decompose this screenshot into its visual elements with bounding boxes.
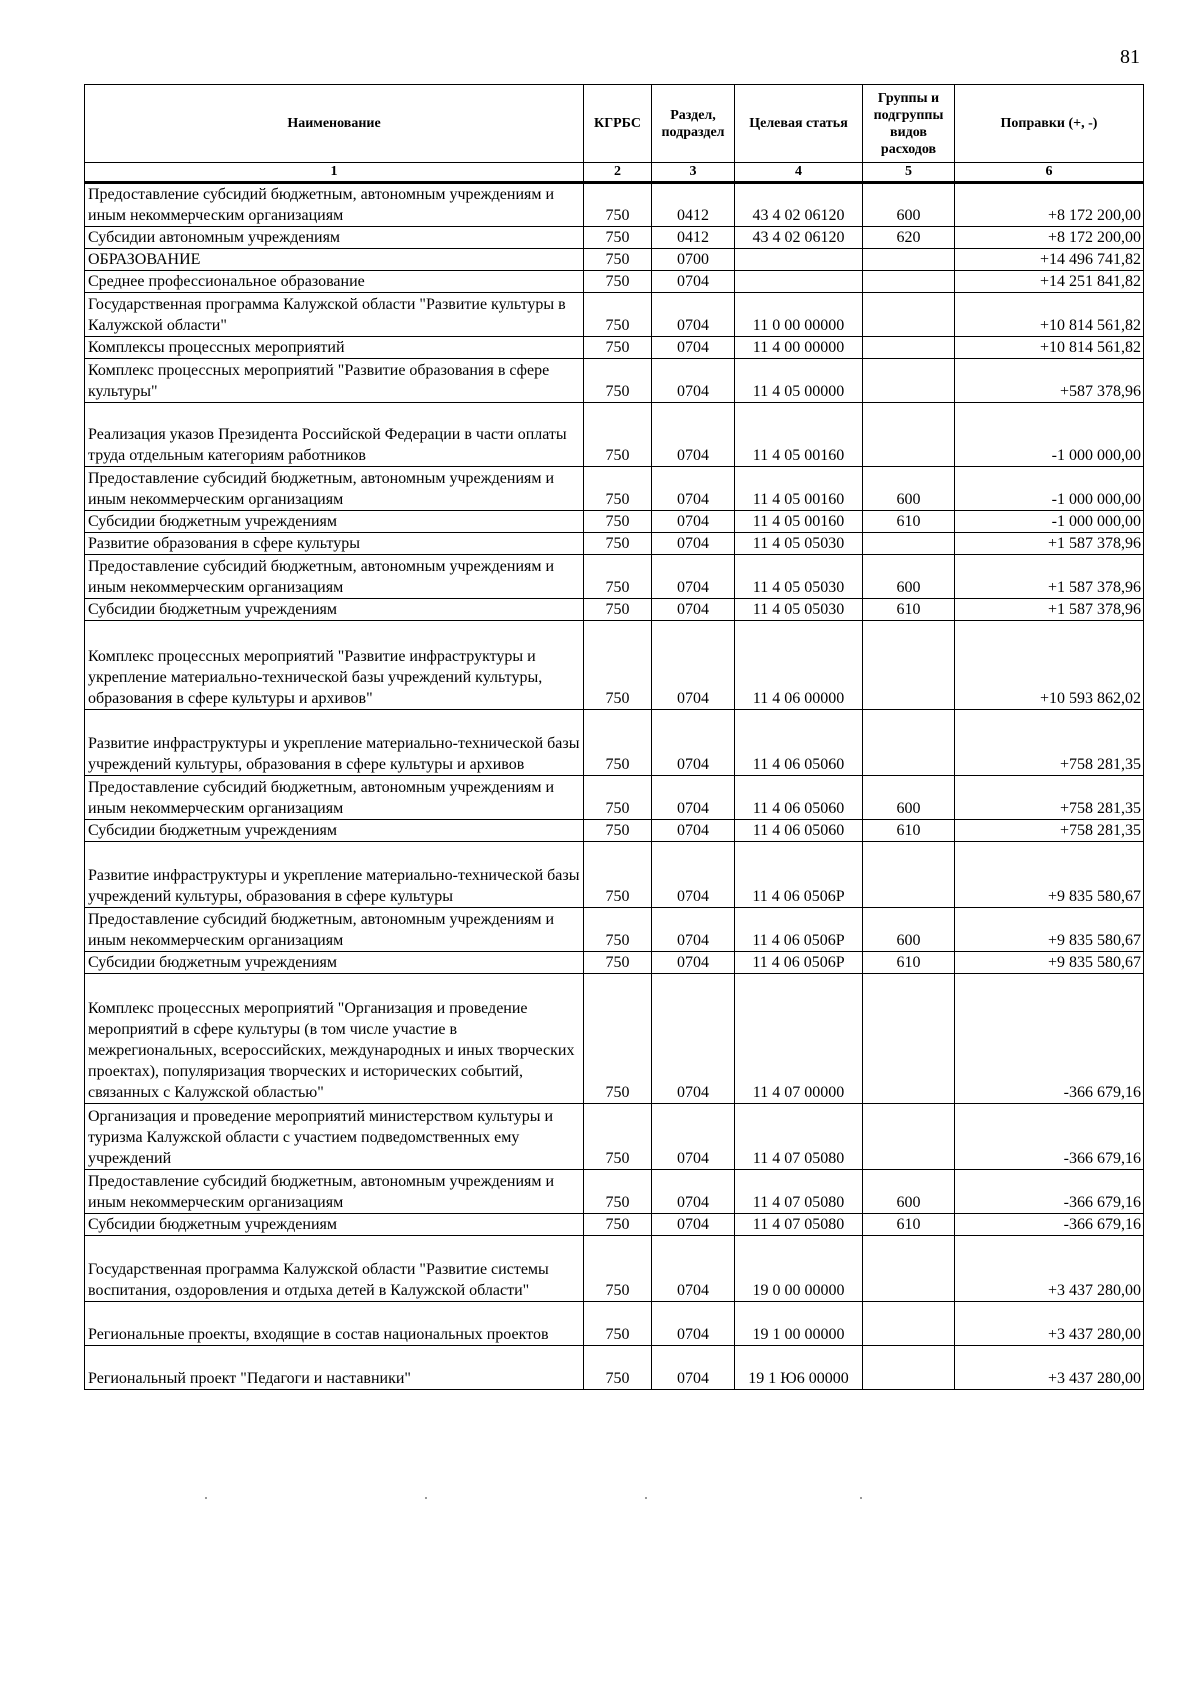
cell-name: Предоставление субсидий бюджетным, автономным учреждениям и иным некоммерческим организациям bbox=[85, 1170, 584, 1214]
table-row bbox=[85, 599, 1144, 621]
cell-expense-group: 610 bbox=[863, 599, 955, 621]
column-number: 5 bbox=[863, 163, 955, 183]
cell-name: Субсидии бюджетным учреждениям bbox=[85, 820, 584, 842]
table-row bbox=[85, 1302, 1144, 1346]
table-row bbox=[85, 533, 1144, 555]
header-amendments: Поправки (+, -) bbox=[955, 85, 1144, 163]
cell-name: Развитие образования в сфере культуры bbox=[85, 533, 584, 555]
cell-target-article: 19 1 00 00000 bbox=[735, 1302, 863, 1346]
cell-target-article: 11 4 06 05060 bbox=[735, 710, 863, 776]
cell-target-article: 11 4 07 05080 bbox=[735, 1104, 863, 1170]
cell-name: ОБРАЗОВАНИЕ bbox=[85, 249, 584, 271]
cell-amendment: +758 281,35 bbox=[955, 710, 1144, 776]
cell-kgrbs: 750 bbox=[584, 511, 652, 533]
page-number: 81 bbox=[1120, 46, 1140, 68]
cell-amendment: -1 000 000,00 bbox=[955, 467, 1144, 511]
cell-section: 0704 bbox=[652, 1104, 735, 1170]
cell-kgrbs: 750 bbox=[584, 621, 652, 710]
cell-target-article: 11 4 05 00160 bbox=[735, 403, 863, 467]
cell-kgrbs: 750 bbox=[584, 183, 652, 227]
cell-target-article: 11 4 05 00160 bbox=[735, 511, 863, 533]
cell-kgrbs: 750 bbox=[584, 776, 652, 820]
cell-amendment: +758 281,35 bbox=[955, 820, 1144, 842]
cell-section: 0704 bbox=[652, 776, 735, 820]
table-row bbox=[85, 227, 1144, 249]
cell-name: Комплекс процессных мероприятий "Организация и проведение мероприятий в сфере культуры (в том числе участие в межрегиональных, всероссийских, международных и иных творческих проектах), популяризация творческих и исторических событий, связанных с Калужской областью" bbox=[85, 974, 584, 1104]
cell-expense-group bbox=[863, 249, 955, 271]
table-row bbox=[85, 974, 1144, 1104]
cell-name: Региональные проекты, входящие в состав национальных проектов bbox=[85, 1302, 584, 1346]
cell-section: 0700 bbox=[652, 249, 735, 271]
cell-section: 0704 bbox=[652, 908, 735, 952]
cell-name: Развитие инфраструктуры и укрепление материально-технической базы учреждений культуры, образования в сфере культуры и архивов bbox=[85, 710, 584, 776]
header-name: Наименование bbox=[85, 85, 584, 163]
column-number: 1 bbox=[85, 163, 584, 183]
table-row bbox=[85, 776, 1144, 820]
cell-expense-group: 600 bbox=[863, 467, 955, 511]
cell-name: Государственная программа Калужской области "Развитие культуры в Калужской области" bbox=[85, 293, 584, 337]
cell-target-article: 11 4 06 0506Р bbox=[735, 842, 863, 908]
cell-name: Региональный проект "Педагоги и наставники" bbox=[85, 1346, 584, 1390]
cell-target-article: 43 4 02 06120 bbox=[735, 183, 863, 227]
table-row bbox=[85, 621, 1144, 710]
cell-amendment: -366 679,16 bbox=[955, 1170, 1144, 1214]
cell-expense-group bbox=[863, 1236, 955, 1302]
cell-kgrbs: 750 bbox=[584, 1214, 652, 1236]
cell-expense-group: 620 bbox=[863, 227, 955, 249]
cell-expense-group: 610 bbox=[863, 952, 955, 974]
cell-section: 0704 bbox=[652, 337, 735, 359]
cell-name: Комплекс процессных мероприятий "Развитие инфраструктуры и укрепление материально-технической базы учреждений культуры, образования в сфере культуры и архивов" bbox=[85, 621, 584, 710]
table-row bbox=[85, 820, 1144, 842]
cell-expense-group bbox=[863, 533, 955, 555]
table-row bbox=[85, 555, 1144, 599]
cell-section: 0704 bbox=[652, 293, 735, 337]
cell-kgrbs: 750 bbox=[584, 820, 652, 842]
cell-name: Предоставление субсидий бюджетным, автономным учреждениям и иным некоммерческим организациям bbox=[85, 776, 584, 820]
cell-expense-group bbox=[863, 621, 955, 710]
cell-target-article: 11 4 07 05080 bbox=[735, 1170, 863, 1214]
cell-kgrbs: 750 bbox=[584, 908, 652, 952]
cell-kgrbs: 750 bbox=[584, 249, 652, 271]
cell-target-article: 43 4 02 06120 bbox=[735, 227, 863, 249]
cell-target-article: 11 4 06 05060 bbox=[735, 776, 863, 820]
cell-name: Субсидии автономным учреждениям bbox=[85, 227, 584, 249]
column-number: 4 bbox=[735, 163, 863, 183]
table-row bbox=[85, 467, 1144, 511]
cell-section: 0412 bbox=[652, 183, 735, 227]
table-row bbox=[85, 359, 1144, 403]
cell-target-article: 11 4 05 00000 bbox=[735, 359, 863, 403]
cell-name: Субсидии бюджетным учреждениям bbox=[85, 511, 584, 533]
cell-kgrbs: 750 bbox=[584, 467, 652, 511]
cell-name: Субсидии бюджетным учреждениям bbox=[85, 1214, 584, 1236]
cell-expense-group bbox=[863, 1346, 955, 1390]
cell-kgrbs: 750 bbox=[584, 359, 652, 403]
cell-name: Комплекс процессных мероприятий "Развитие образования в сфере культуры" bbox=[85, 359, 584, 403]
cell-section: 0704 bbox=[652, 621, 735, 710]
cell-name: Организация и проведение мероприятий министерством культуры и туризма Калужской области с участием подведомственных ему учреждений bbox=[85, 1104, 584, 1170]
cell-target-article: 11 4 07 00000 bbox=[735, 974, 863, 1104]
cell-amendment: -1 000 000,00 bbox=[955, 511, 1144, 533]
scan-speck bbox=[425, 1497, 427, 1499]
cell-name: Комплексы процессных мероприятий bbox=[85, 337, 584, 359]
table-row bbox=[85, 710, 1144, 776]
header-expense-groups: Группы и подгруппы видов расходов bbox=[863, 85, 955, 163]
cell-name: Субсидии бюджетным учреждениям bbox=[85, 599, 584, 621]
cell-amendment: +8 172 200,00 bbox=[955, 183, 1144, 227]
cell-amendment: +758 281,35 bbox=[955, 776, 1144, 820]
cell-name: Среднее профессиональное образование bbox=[85, 271, 584, 293]
cell-target-article: 11 4 06 05060 bbox=[735, 820, 863, 842]
table-row bbox=[85, 1346, 1144, 1390]
cell-kgrbs: 750 bbox=[584, 271, 652, 293]
cell-kgrbs: 750 bbox=[584, 974, 652, 1104]
budget-amendments-table bbox=[84, 84, 1144, 1390]
cell-amendment: +14 496 741,82 bbox=[955, 249, 1144, 271]
cell-section: 0704 bbox=[652, 403, 735, 467]
cell-amendment: +3 437 280,00 bbox=[955, 1346, 1144, 1390]
table-row bbox=[85, 249, 1144, 271]
cell-target-article bbox=[735, 249, 863, 271]
cell-expense-group bbox=[863, 271, 955, 293]
cell-target-article: 11 4 05 00160 bbox=[735, 467, 863, 511]
cell-kgrbs: 750 bbox=[584, 842, 652, 908]
column-number: 6 bbox=[955, 163, 1144, 183]
cell-amendment: -366 679,16 bbox=[955, 1104, 1144, 1170]
cell-amendment: +1 587 378,96 bbox=[955, 599, 1144, 621]
cell-kgrbs: 750 bbox=[584, 293, 652, 337]
cell-section: 0704 bbox=[652, 1302, 735, 1346]
cell-expense-group: 610 bbox=[863, 1214, 955, 1236]
cell-amendment: +10 814 561,82 bbox=[955, 293, 1144, 337]
table-row bbox=[85, 1236, 1144, 1302]
cell-amendment: -1 000 000,00 bbox=[955, 403, 1144, 467]
cell-section: 0704 bbox=[652, 842, 735, 908]
cell-name: Государственная программа Калужской области "Развитие системы воспитания, оздоровления и отдыха детей в Калужской области" bbox=[85, 1236, 584, 1302]
cell-section: 0704 bbox=[652, 710, 735, 776]
header-kgrbs: КГРБС bbox=[584, 85, 652, 163]
scan-speck bbox=[205, 1497, 207, 1499]
cell-amendment: +3 437 280,00 bbox=[955, 1236, 1144, 1302]
cell-kgrbs: 750 bbox=[584, 1302, 652, 1346]
cell-kgrbs: 750 bbox=[584, 337, 652, 359]
cell-name: Предоставление субсидий бюджетным, автономным учреждениям и иным некоммерческим организациям bbox=[85, 908, 584, 952]
cell-expense-group bbox=[863, 1302, 955, 1346]
cell-section: 0412 bbox=[652, 227, 735, 249]
cell-target-article: 11 4 06 00000 bbox=[735, 621, 863, 710]
cell-kgrbs: 750 bbox=[584, 1170, 652, 1214]
cell-kgrbs: 750 bbox=[584, 555, 652, 599]
column-numbers-row bbox=[85, 163, 1144, 183]
cell-section: 0704 bbox=[652, 952, 735, 974]
table-row bbox=[85, 293, 1144, 337]
cell-target-article: 11 4 06 0506Р bbox=[735, 952, 863, 974]
cell-section: 0704 bbox=[652, 820, 735, 842]
cell-expense-group bbox=[863, 403, 955, 467]
table-body bbox=[85, 183, 1144, 1390]
cell-amendment: +10 593 862,02 bbox=[955, 621, 1144, 710]
cell-kgrbs: 750 bbox=[584, 952, 652, 974]
cell-section: 0704 bbox=[652, 271, 735, 293]
table-row bbox=[85, 1170, 1144, 1214]
cell-target-article: 11 4 05 05030 bbox=[735, 599, 863, 621]
cell-expense-group bbox=[863, 359, 955, 403]
cell-target-article: 11 4 05 05030 bbox=[735, 533, 863, 555]
table-row bbox=[85, 1104, 1144, 1170]
cell-kgrbs: 750 bbox=[584, 1236, 652, 1302]
cell-section: 0704 bbox=[652, 467, 735, 511]
cell-kgrbs: 750 bbox=[584, 533, 652, 555]
cell-amendment: -366 679,16 bbox=[955, 974, 1144, 1104]
cell-name: Субсидии бюджетным учреждениям bbox=[85, 952, 584, 974]
table-row bbox=[85, 511, 1144, 533]
cell-expense-group bbox=[863, 337, 955, 359]
cell-name: Реализация указов Президента Российской Федерации в части оплаты труда отдельным категориям работников bbox=[85, 403, 584, 467]
cell-kgrbs: 750 bbox=[584, 403, 652, 467]
table-row bbox=[85, 1214, 1144, 1236]
column-number: 2 bbox=[584, 163, 652, 183]
cell-name: Развитие инфраструктуры и укрепление материально-технической базы учреждений культуры, образования в сфере культуры bbox=[85, 842, 584, 908]
cell-expense-group: 600 bbox=[863, 555, 955, 599]
cell-kgrbs: 750 bbox=[584, 599, 652, 621]
cell-target-article: 19 0 00 00000 bbox=[735, 1236, 863, 1302]
cell-section: 0704 bbox=[652, 1170, 735, 1214]
cell-amendment: -366 679,16 bbox=[955, 1214, 1144, 1236]
cell-target-article: 11 0 00 00000 bbox=[735, 293, 863, 337]
table-row bbox=[85, 271, 1144, 293]
table-row bbox=[85, 337, 1144, 359]
cell-kgrbs: 750 bbox=[584, 1346, 652, 1390]
cell-section: 0704 bbox=[652, 974, 735, 1104]
header-target-article: Целевая статья bbox=[735, 85, 863, 163]
table-row bbox=[85, 952, 1144, 974]
table-row bbox=[85, 908, 1144, 952]
cell-expense-group: 600 bbox=[863, 183, 955, 227]
cell-target-article: 11 4 00 00000 bbox=[735, 337, 863, 359]
cell-section: 0704 bbox=[652, 599, 735, 621]
table-row bbox=[85, 183, 1144, 227]
cell-section: 0704 bbox=[652, 1236, 735, 1302]
cell-kgrbs: 750 bbox=[584, 710, 652, 776]
cell-expense-group: 600 bbox=[863, 776, 955, 820]
cell-amendment: +1 587 378,96 bbox=[955, 533, 1144, 555]
cell-section: 0704 bbox=[652, 533, 735, 555]
cell-expense-group bbox=[863, 1104, 955, 1170]
cell-amendment: +9 835 580,67 bbox=[955, 908, 1144, 952]
cell-expense-group: 610 bbox=[863, 820, 955, 842]
cell-amendment: +14 251 841,82 bbox=[955, 271, 1144, 293]
cell-amendment: +9 835 580,67 bbox=[955, 952, 1144, 974]
cell-expense-group bbox=[863, 293, 955, 337]
scan-speck bbox=[645, 1497, 647, 1499]
cell-kgrbs: 750 bbox=[584, 227, 652, 249]
cell-amendment: +587 378,96 bbox=[955, 359, 1144, 403]
cell-target-article: 11 4 05 05030 bbox=[735, 555, 863, 599]
table-header-row bbox=[85, 85, 1144, 163]
cell-expense-group: 610 bbox=[863, 511, 955, 533]
header-section: Раздел, подраздел bbox=[652, 85, 735, 163]
column-number: 3 bbox=[652, 163, 735, 183]
cell-expense-group: 600 bbox=[863, 908, 955, 952]
cell-amendment: +8 172 200,00 bbox=[955, 227, 1144, 249]
cell-section: 0704 bbox=[652, 1346, 735, 1390]
table-row bbox=[85, 842, 1144, 908]
cell-target-article: 11 4 07 05080 bbox=[735, 1214, 863, 1236]
cell-section: 0704 bbox=[652, 555, 735, 599]
cell-name: Предоставление субсидий бюджетным, автономным учреждениям и иным некоммерческим организациям bbox=[85, 555, 584, 599]
cell-amendment: +10 814 561,82 bbox=[955, 337, 1144, 359]
cell-expense-group bbox=[863, 842, 955, 908]
cell-expense-group: 600 bbox=[863, 1170, 955, 1214]
cell-target-article bbox=[735, 271, 863, 293]
scan-speck bbox=[860, 1497, 862, 1499]
cell-section: 0704 bbox=[652, 1214, 735, 1236]
cell-target-article: 19 1 Ю6 00000 bbox=[735, 1346, 863, 1390]
cell-section: 0704 bbox=[652, 359, 735, 403]
cell-amendment: +3 437 280,00 bbox=[955, 1302, 1144, 1346]
cell-amendment: +9 835 580,67 bbox=[955, 842, 1144, 908]
cell-name: Предоставление субсидий бюджетным, автономным учреждениям и иным некоммерческим организациям bbox=[85, 183, 584, 227]
cell-name: Предоставление субсидий бюджетным, автономным учреждениям и иным некоммерческим организациям bbox=[85, 467, 584, 511]
cell-expense-group bbox=[863, 974, 955, 1104]
cell-section: 0704 bbox=[652, 511, 735, 533]
cell-expense-group bbox=[863, 710, 955, 776]
cell-kgrbs: 750 bbox=[584, 1104, 652, 1170]
table-row bbox=[85, 403, 1144, 467]
cell-amendment: +1 587 378,96 bbox=[955, 555, 1144, 599]
cell-target-article: 11 4 06 0506Р bbox=[735, 908, 863, 952]
